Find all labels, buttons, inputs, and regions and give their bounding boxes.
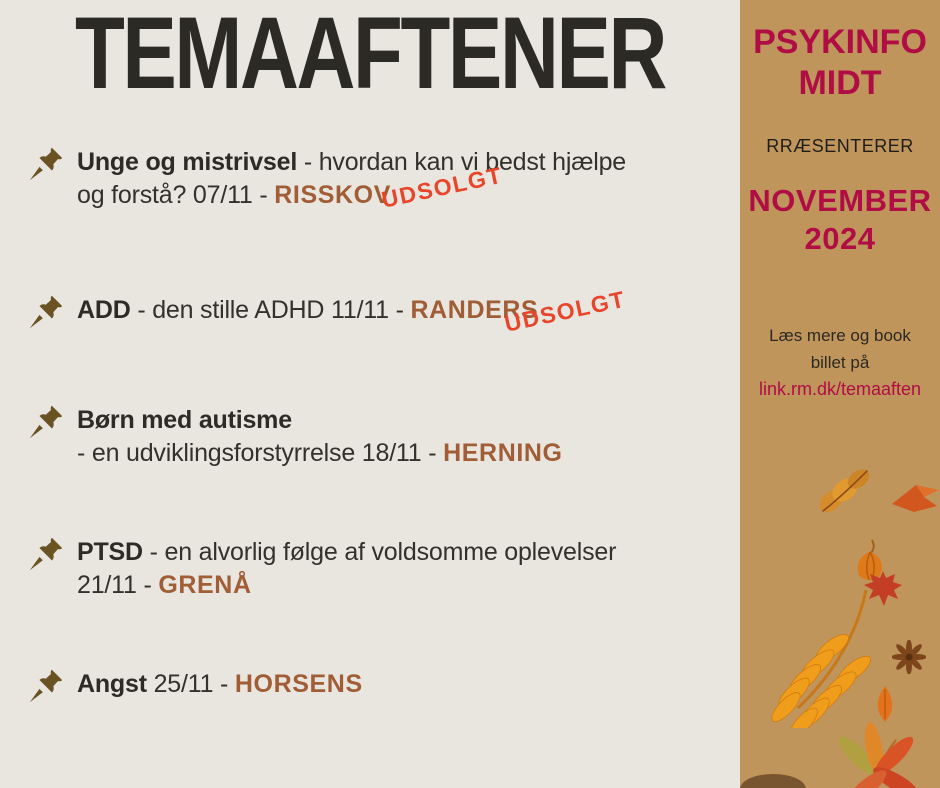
event-description: - hvordan kan vi bedst hjælpe <box>297 148 626 176</box>
event-item <box>28 536 702 602</box>
event-item <box>28 146 702 212</box>
creeper-leaf-icon <box>826 716 930 788</box>
poster-title: TEMAAFTENER <box>74 0 666 110</box>
event-text <box>77 536 702 602</box>
event-topic: Unge og mistrivsel <box>77 148 298 176</box>
event-description: - en udviklingsforstyrrelse 18/11 - <box>77 439 444 467</box>
event-item <box>28 285 702 337</box>
event-item <box>28 668 702 704</box>
pushpin-icon <box>28 536 64 572</box>
event-location: HORSENS <box>234 670 363 698</box>
event-location: GRENÅ <box>158 571 252 599</box>
pushpin-icon <box>28 294 64 330</box>
presents-label: RRÆSENTERER <box>766 136 914 156</box>
red-leaf-icon <box>890 482 940 516</box>
pushpin-icon <box>28 294 64 330</box>
cta-line-1: Læs mere og book <box>769 326 911 345</box>
shadow-blob <box>740 774 806 788</box>
pushpin-icon <box>28 146 64 182</box>
event-location: HERNING <box>443 439 563 467</box>
event-description: 25/11 - <box>146 670 235 698</box>
event-topic: PTSD <box>77 538 143 566</box>
brand-line-1: PSYKINFO <box>753 23 927 61</box>
brand-name <box>740 22 940 104</box>
event-description: 21/11 - <box>77 571 159 599</box>
event-text <box>77 404 702 470</box>
red-leaf-fragment-image <box>890 482 940 516</box>
event-topic: Børn med autisme <box>77 406 292 434</box>
event-text <box>77 668 702 701</box>
event-text <box>77 146 702 212</box>
pushpin-icon <box>28 404 64 440</box>
event-month: NOVEMBER <box>748 183 932 218</box>
rowan-leaf-icon <box>770 586 882 728</box>
soldout-stamp: UDSOLGT <box>379 161 505 213</box>
pushpin-icon <box>28 536 64 572</box>
event-description: og forstå? 07/11 - <box>77 181 275 209</box>
event-year: 2024 <box>804 221 876 256</box>
event-topic: Angst <box>77 670 147 698</box>
soldout-stamp: UDSOLGT <box>502 285 628 337</box>
event-description: - en alvorlig følge af voldsomme oplevelser <box>142 538 617 566</box>
booking-link[interactable]: link.rm.dk/temaaften <box>758 379 922 399</box>
pushpin-icon <box>28 668 64 704</box>
cta-text <box>740 322 940 376</box>
event-location: RISSKOV <box>274 181 391 209</box>
rowan-leaf-image <box>770 586 882 728</box>
oak-leaf-image <box>816 466 874 516</box>
star-anise-image <box>892 640 926 674</box>
pushpin-icon <box>28 404 64 440</box>
cta-line-2: billet på <box>810 353 870 372</box>
event-item <box>28 404 702 470</box>
creeper-leaf-image <box>826 716 930 788</box>
event-text <box>77 285 702 337</box>
brand-line-2: MIDT <box>798 64 882 102</box>
oak-leaf-icon <box>816 466 874 516</box>
event-location: RANDERS <box>410 296 539 324</box>
event-date <box>740 182 940 258</box>
event-topic: ADD <box>77 296 131 324</box>
sidebar <box>740 0 940 788</box>
event-description: - den stille ADHD 11/11 - <box>130 296 411 324</box>
pushpin-icon <box>28 668 64 704</box>
star-anise-icon <box>892 640 926 674</box>
pushpin-icon <box>28 146 64 182</box>
